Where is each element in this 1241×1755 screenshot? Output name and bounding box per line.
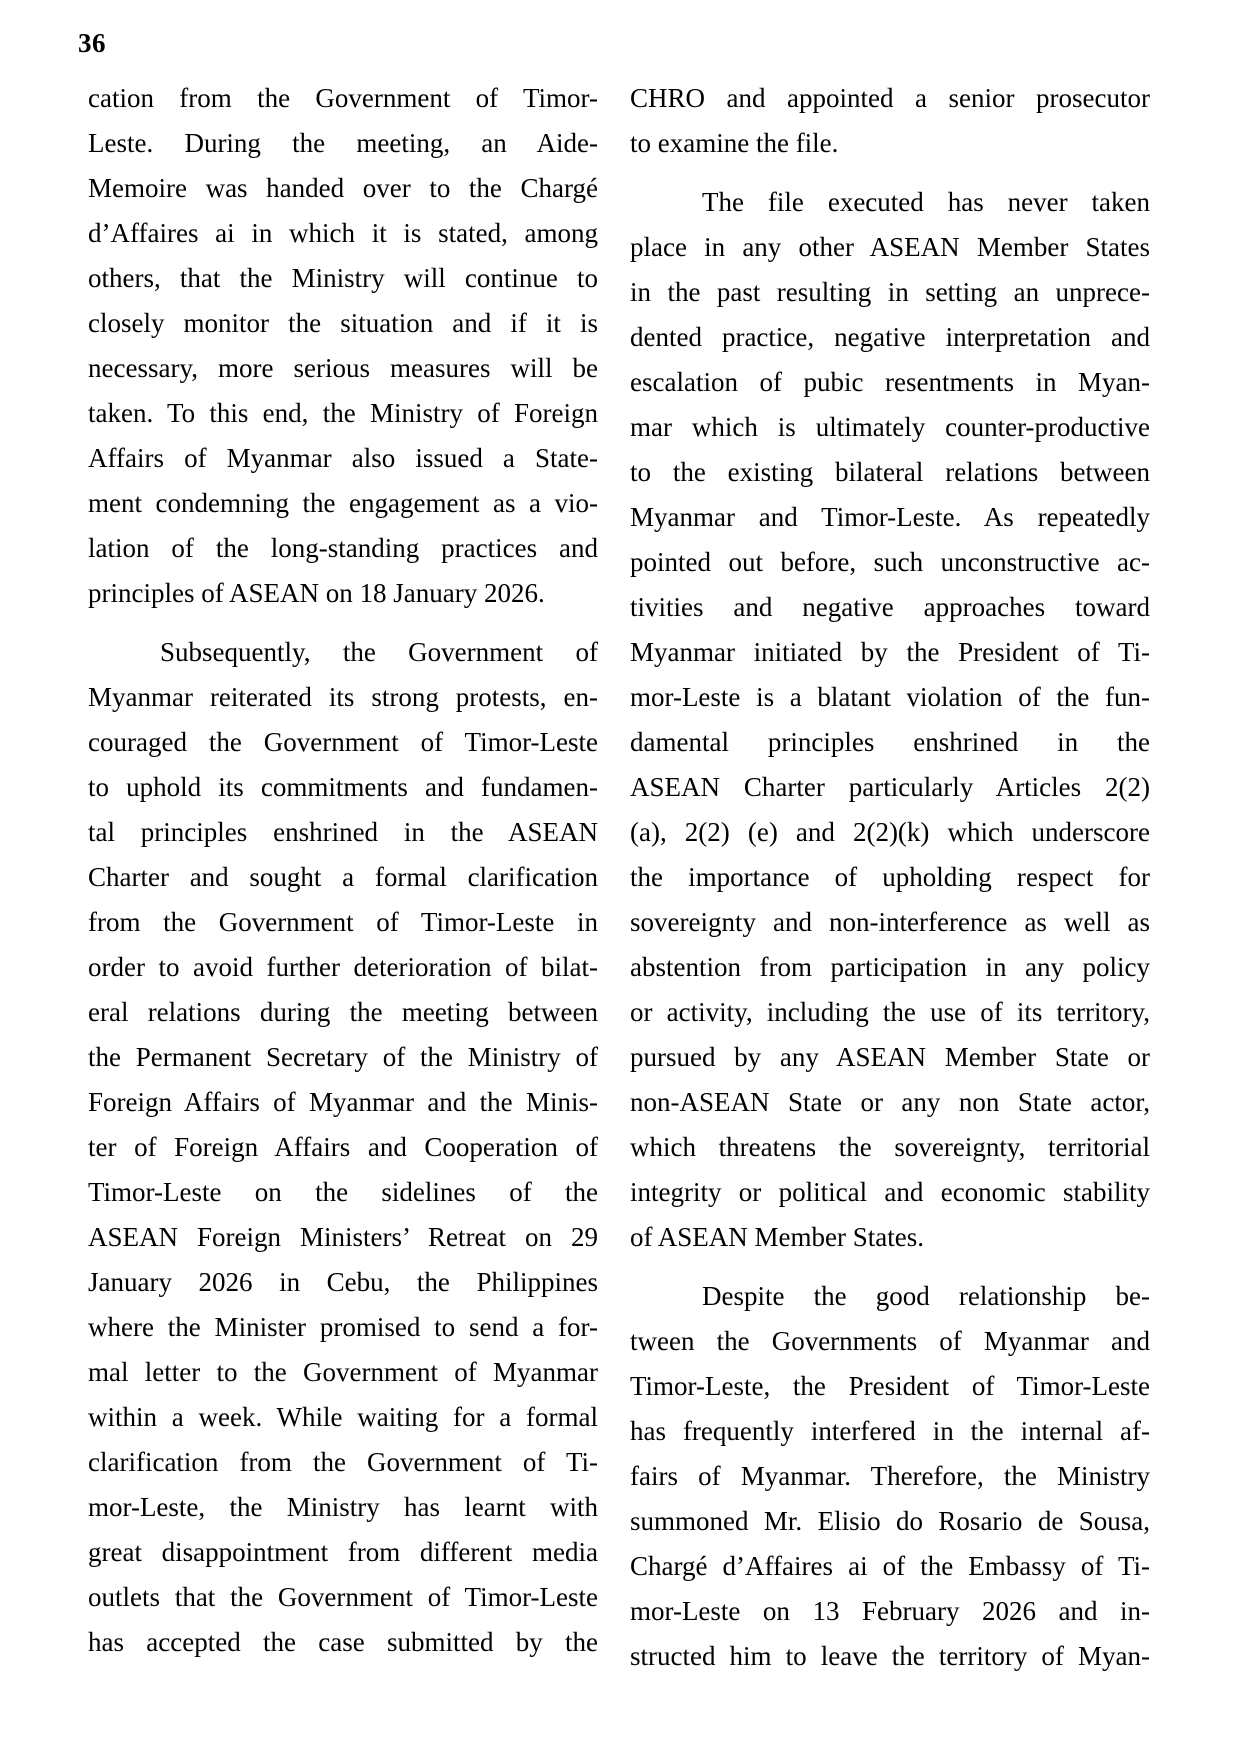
text-line: couraged the Government of Timor-Leste <box>88 727 598 757</box>
text-line: to the existing bilateral relations between <box>630 457 1150 487</box>
paragraph <box>630 1274 1150 1679</box>
text-line: great disappointment from different media <box>88 1537 598 1567</box>
text-line: tivities and negative approaches toward <box>630 592 1150 622</box>
text-line: outlets that the Government of Timor-Leste <box>88 1582 598 1612</box>
text-line: in the past resulting in setting an unprece- <box>630 277 1150 307</box>
text-line: abstention from participation in any policy <box>630 952 1150 982</box>
text-line: closely monitor the situation and if it is <box>88 308 598 338</box>
text-line: ment condemning the engagement as a vio- <box>88 488 598 518</box>
text-line: integrity or political and economic stability <box>630 1177 1150 1207</box>
text-line: d’Affaires ai in which it is stated, among <box>88 218 598 248</box>
text-line: escalation of pubic resentments in Myan- <box>630 367 1150 397</box>
text-line: the importance of upholding respect for <box>630 862 1150 892</box>
text-line: from the Government of Timor-Leste in <box>88 907 598 937</box>
text-line: Foreign Affairs of Myanmar and the Minis- <box>88 1087 598 1117</box>
text-line: Timor-Leste, the President of Timor-Leste <box>630 1371 1150 1401</box>
text-line: non-ASEAN State or any non State actor, <box>630 1087 1150 1117</box>
right-column <box>630 76 1150 1679</box>
text-line: tween the Governments of Myanmar and <box>630 1326 1150 1356</box>
text-line: Charter and sought a formal clarification <box>88 862 598 892</box>
text-line: eral relations during the meeting between <box>88 997 598 1027</box>
text-line: The file executed has never taken <box>702 187 1150 217</box>
text-line: Chargé d’Affaires ai of the Embassy of Ti- <box>630 1551 1150 1581</box>
text-line: damental principles enshrined in the <box>630 727 1150 757</box>
text-line: of ASEAN Member States. <box>630 1222 924 1252</box>
text-line: mal letter to the Government of Myanmar <box>88 1357 598 1387</box>
text-line: mor-Leste on 13 February 2026 and in- <box>630 1596 1150 1626</box>
text-line: to examine the file. <box>630 128 839 158</box>
text-line: tal principles enshrined in the ASEAN <box>88 817 598 847</box>
text-line: CHRO and appointed a senior prosecutor <box>630 83 1150 113</box>
text-line: Subsequently, the Government of <box>160 637 598 667</box>
left-column <box>88 76 598 1679</box>
text-line: pursued by any ASEAN Member State or <box>630 1042 1150 1072</box>
text-line: has frequently interfered in the internal af- <box>630 1416 1150 1446</box>
text-line: ASEAN Charter particularly Articles 2(2) <box>630 772 1150 802</box>
text-line: where the Minister promised to send a for- <box>88 1312 598 1342</box>
text-line: which threatens the sovereignty, territorial <box>630 1132 1150 1162</box>
paragraph <box>88 630 598 1665</box>
text-line: has accepted the case submitted by the <box>88 1627 598 1657</box>
text-line: or activity, including the use of its territory, <box>630 997 1150 1027</box>
text-line: taken. To this end, the Ministry of Foreign <box>88 398 598 428</box>
text-line: Myanmar initiated by the President of Ti- <box>630 637 1150 667</box>
two-column-layout <box>88 76 1150 1679</box>
text-line: cation from the Government of Timor- <box>88 83 598 113</box>
paragraph <box>630 76 1150 166</box>
text-line: necessary, more serious measures will be <box>88 353 598 383</box>
text-line: fairs of Myanmar. Therefore, the Ministry <box>630 1461 1150 1491</box>
text-line: lation of the long-standing practices and <box>88 533 598 563</box>
text-line: pointed out before, such unconstructive ac- <box>630 547 1150 577</box>
text-line: clarification from the Government of Ti- <box>88 1447 598 1477</box>
text-line: Myanmar and Timor-Leste. As repeatedly <box>630 502 1150 532</box>
text-line: mor-Leste, the Ministry has learnt with <box>88 1492 598 1522</box>
text-line: (a), 2(2) (e) and 2(2)(k) which underscore <box>630 817 1150 847</box>
text-line: Timor-Leste on the sidelines of the <box>88 1177 598 1207</box>
page-number: 36 <box>78 28 106 58</box>
text-line: structed him to leave the territory of Myan- <box>630 1641 1150 1671</box>
text-line: the Permanent Secretary of the Ministry of <box>88 1042 598 1072</box>
text-line: Myanmar reiterated its strong protests, en- <box>88 682 598 712</box>
text-line: others, that the Ministry will continue to <box>88 263 598 293</box>
text-line: ter of Foreign Affairs and Cooperation of <box>88 1132 598 1162</box>
text-line: principles of ASEAN on 18 January 2026. <box>88 578 545 608</box>
text-line: ASEAN Foreign Ministers’ Retreat on 29 <box>88 1222 598 1252</box>
paragraph <box>88 76 598 616</box>
text-line: order to avoid further deterioration of bilat- <box>88 952 598 982</box>
text-line: January 2026 in Cebu, the Philippines <box>88 1267 598 1297</box>
text-line: Affairs of Myanmar also issued a State- <box>88 443 598 473</box>
text-line: Memoire was handed over to the Chargé <box>88 173 598 203</box>
text-line: summoned Mr. Elisio do Rosario de Sousa, <box>630 1506 1150 1536</box>
text-line: within a week. While waiting for a formal <box>88 1402 598 1432</box>
text-line: mar which is ultimately counter-productive <box>630 412 1150 442</box>
text-line: dented practice, negative interpretation and <box>630 322 1150 352</box>
text-line: mor-Leste is a blatant violation of the fun- <box>630 682 1150 712</box>
text-line: to uphold its commitments and fundamen- <box>88 772 598 802</box>
text-line: Leste. During the meeting, an Aide- <box>88 128 598 158</box>
text-line: Despite the good relationship be- <box>702 1281 1150 1311</box>
text-line: place in any other ASEAN Member States <box>630 232 1150 262</box>
paragraph <box>630 180 1150 1260</box>
text-line: sovereignty and non-interference as well as <box>630 907 1150 937</box>
